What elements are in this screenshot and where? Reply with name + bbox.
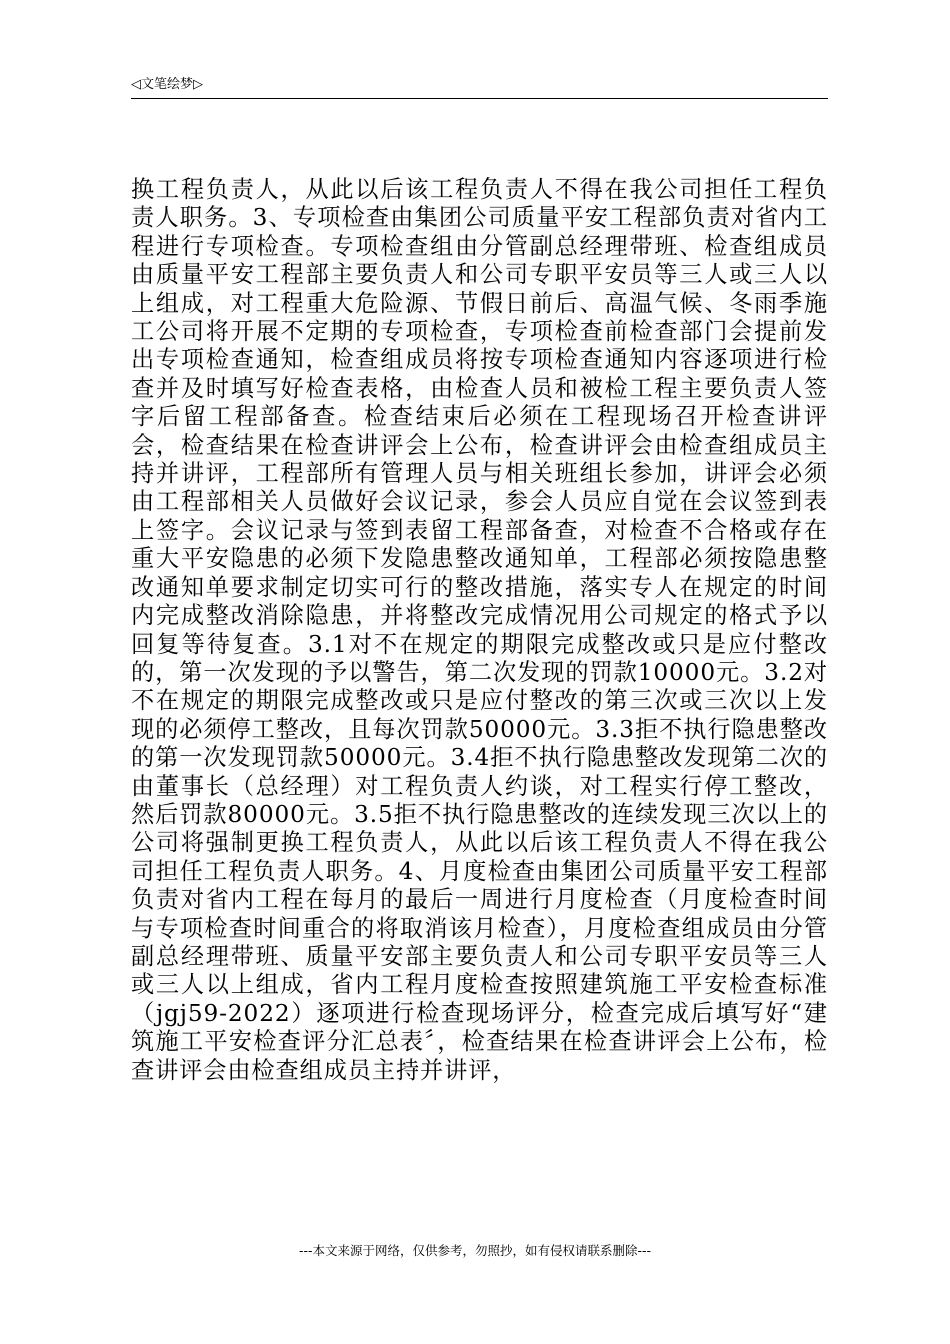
header-title: ◁文笔绘梦▷ (131, 77, 203, 92)
footer-disclaimer: ---本文来源于网络，仅供参考，勿照抄，如有侵权请联系删除--- (298, 1243, 652, 1258)
document-body-text: 换工程负责人，从此以后该工程负责人不得在我公司担任工程负责人职务。3、专项检查由集团公司质量平安工程部负责对省内工程进行专项检查。专项检查组由分管副总经理带班、检查组成员由质量平安工程部主要负责人和公司专职平安员等三人或三人以上组成，对工程重大危险源、节假日前后、高温气候、冬雨季施工公司将开展不定期的专项检查，专项检查前检查部门会提前发出专项检查通知，检查组成员将按专项检查通知内容逐项进行检查并及时填写好检查表格，由检查人员和被检工程主要负责人签字后留工程部备查。检查结束后必须在工程现场召开检查讲评会，检查结果在检查讲评会上公布，检查讲评会由检查组成员主持并讲评，工程部所有管理人员与相关班组长参加，讲评会必须由工程部相关人员做好会议记录，参会人员应自觉在会议签到表上签字。会议记录与签到表留工程部备查，对检查不合格或存在重大平安隐患的必须下发隐患整改通知单，工程部必须按隐患整改通知单要求制定切实可行的整改措施，落实专人在规定的时间内完成整改消除隐患，并将整改完成情况用公司规定的格式予以回复等待复查。3.1对不在规定的期限完成整改或只是应付整改的，第一次发现的予以警告，第二次发现的罚款10000元。3.2对不在规定的期限完成整改或只是应付整改的第三次或三次以上发现的必须停工整改，且每次罚款50000元。3.3拒不执行隐患整改的第一次发现罚款50000元。3.4拒不执行隐患整改发现第二次的由董事长（总经理）对工程负责人约谈，对工程实行停工整改，然后罚款80000元。3.5拒不执行隐患整改的连续发现三次以上的公司将强制更换工程负责人，从此以后该工程负责人不得在我公司担任工程负责人职务。4、月度检查由集团公司质量平安工程部负责对省内工程在每月的最后一周进行月度检查（月度检查时间与专项检查时间重合的将取消该月检查），月度检查组成员由分管副总经理带班、质量平安部主要负责人和公司专职平安员等三人或三人以上组成，省内工程月度检查按照建筑施工平安检查标准（jgj59-2022）逐项进行检查现场评分，检查完成后填写好“建筑施工平安检查评分汇总表〞，检查结果在检查讲评会上公布，检查讲评会由检查组成员主持并讲评， (131, 176, 828, 1084)
page-header (131, 74, 828, 99)
